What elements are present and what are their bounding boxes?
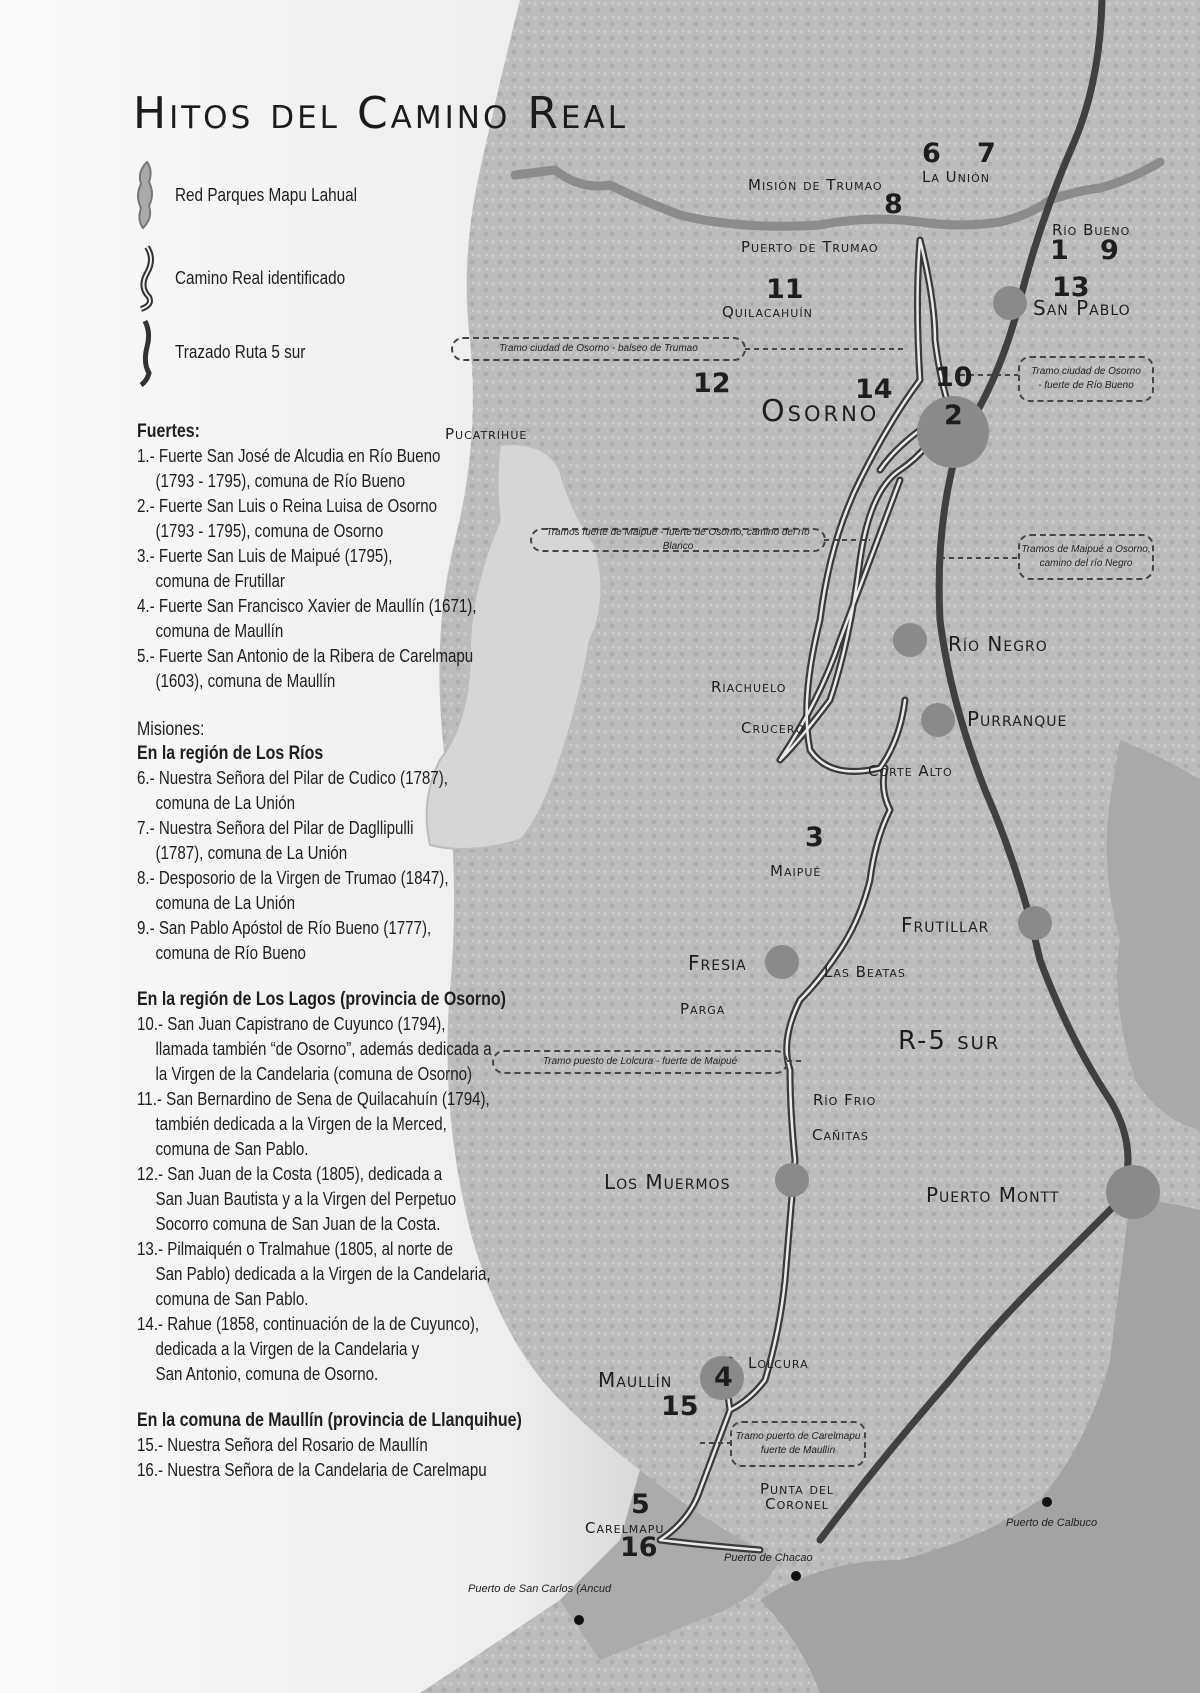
hito-number: 5 <box>631 1489 650 1520</box>
tramo-osorno-trumao: Tramo ciudad de Osorno - balseo de Trumao <box>451 337 746 361</box>
label-crucero: Crucero <box>741 719 806 737</box>
label-corte-alto: Corte Alto <box>868 762 953 780</box>
legend-label-ruta5: Trazado Ruta 5 sur <box>175 341 306 362</box>
mision-item: 11.- San Bernardino de Sena de Quilacahuín (1794), también dedicada a la Virgen de la Merced, comuna de San Pablo. <box>137 1089 490 1159</box>
map-title: Hitos del Camino Real <box>133 88 628 139</box>
label-san-pablo: San Pablo <box>1033 296 1131 320</box>
fuertes-heading: Fuertes: <box>137 421 200 442</box>
dot-purranque <box>921 703 955 737</box>
hito-number: 8 <box>884 189 903 220</box>
dot-rio-negro <box>893 623 927 657</box>
hito-number: 3 <box>805 822 824 853</box>
tramo-lolcura-maipue: Tramo puesto de Lolcura - fuerte de Maipué <box>492 1050 788 1074</box>
label-puerto-chacao: Puerto de Chacao <box>724 1552 813 1564</box>
hito-number: 15 <box>661 1391 699 1422</box>
dot-frutillar <box>1018 906 1052 940</box>
label-punta-coronel: Punta del Coronel <box>760 1480 835 1513</box>
fuerte-item: 1.- Fuerte San José de Alcudia en Río Bueno (1793 - 1795), comuna de Río Bueno <box>137 446 441 491</box>
label-parga: Parga <box>680 1000 726 1018</box>
label-rio-frio: Río Frio <box>813 1091 877 1109</box>
mision-item: 6.- Nuestra Señora del Pilar de Cudico (1787), comuna de La Unión <box>137 768 448 813</box>
hito-number: 10 <box>935 362 973 393</box>
region-los-lagos-heading: En la región de Los Lagos (provincia de Osorno) <box>137 989 506 1010</box>
label-los-muermos: Los Muermos <box>604 1170 731 1194</box>
label-maullin: Maullín <box>598 1368 673 1392</box>
dot-calbuco <box>1042 1497 1052 1507</box>
label-fresia: Fresia <box>688 951 747 975</box>
hito-number: 11 <box>766 274 804 305</box>
fuerte-item: 3.- Fuerte San Luis de Maipué (1795), comuna de Frutillar <box>137 546 393 591</box>
label-pucatrihue: Pucatrihue <box>445 425 528 443</box>
label-riachuelo: Riachuelo <box>711 678 787 696</box>
legend-item-camino <box>133 243 375 313</box>
dot-chacao <box>791 1571 801 1581</box>
misiones-list <box>137 718 574 1483</box>
mountain-ridge-icon <box>133 160 159 230</box>
mision-item: 12.- San Juan de la Costa (1805), dedicada a San Juan Bautista y a la Virgen del Perpetuo Socorro comuna de San Juan de la Costa. <box>137 1164 457 1234</box>
label-puerto-san-carlos: Puerto de San Carlos (Ancud <box>468 1583 612 1595</box>
label-puerto-trumao: Puerto de Trumao <box>741 238 879 256</box>
label-r5-sur: R-5 sur <box>898 1026 1001 1056</box>
label-mision-trumao: Misión de Trumao <box>748 176 883 194</box>
highway-line-icon <box>133 317 159 387</box>
label-frutillar: Frutillar <box>901 913 990 937</box>
mision-item: 10.- San Juan Capistrano de Cuyunco (1794), llamada también “de Osorno”, además dedicada a la Virgen de la Candelaria (comuna de Osorno) <box>137 1014 492 1084</box>
fuerte-item: 4.- Fuerte San Francisco Xavier de Maullín (1671), comuna de Maullín <box>137 596 477 641</box>
label-puerto-montt: Puerto Montt <box>926 1183 1060 1207</box>
label-rio-negro: Río Negro <box>948 632 1048 656</box>
legend-item-ruta5 <box>133 317 328 387</box>
label-maipue: Maipué <box>770 862 822 880</box>
label-carelmapu: Carelmapu <box>585 1519 665 1537</box>
tramo-carelmapu-maullin: Tramo puerto de Carelmapu fuerte de Maullín <box>730 1421 866 1467</box>
fuertes-list <box>137 420 574 694</box>
hito-number: 7 <box>977 138 996 169</box>
dot-los-muermos <box>775 1163 809 1197</box>
fuerte-item: 5.- Fuerte San Antonio de la Ribera de Carelmapu (1603), comuna de Maullín <box>137 646 474 691</box>
tramo-osorno-riobueno: Tramo ciudad de Osorno - fuerte de Río Bueno <box>1018 356 1154 402</box>
dot-puerto-montt <box>1106 1165 1160 1219</box>
mision-item: 9.- San Pablo Apóstol de Río Bueno (1777), comuna de Río Bueno <box>137 918 432 963</box>
dot-san-pablo <box>993 286 1027 320</box>
region-los-rios-heading: En la región de Los Ríos <box>137 743 324 764</box>
label-puerto-calbuco: Puerto de Calbuco <box>1006 1517 1098 1529</box>
hito-number: 6 <box>922 138 941 169</box>
tramo-maipue-osorno-negro: Tramos de Maipué a Osorno, camino del río Negro <box>1018 534 1154 580</box>
hito-number: 13 <box>1052 272 1090 303</box>
legend-item-parques <box>133 160 389 230</box>
label-lolcura: Lolcura <box>748 1354 809 1372</box>
mision-item: 14.- Rahue (1858, continuación de la de Cuyunco), dedicada a la Virgen de la Candelaria y San Antonio, comuna de Osorno. <box>137 1314 480 1384</box>
hito-number: 14 <box>855 374 893 405</box>
label-las-beatas: Las Beatas <box>824 963 906 981</box>
label-osorno: Osorno <box>761 394 880 429</box>
hito-number: 9 <box>1100 235 1119 266</box>
hito-number: 16 <box>620 1532 658 1563</box>
mision-item: 8.- Desposorio de la Virgen de Trumao (1847), comuna de La Unión <box>137 868 449 913</box>
tramo-maipue-osorno-blanco: Tramos fuerte de Maipué - fuerte de Osorno, camino del río Blanco <box>530 528 826 552</box>
dot-fresia <box>765 945 799 979</box>
road-track-icon <box>133 243 159 313</box>
label-canitas: Cañitas <box>812 1126 869 1144</box>
fuerte-item: 2.- Fuerte San Luis o Reina Luisa de Osorno (1793 - 1795), comuna de Osorno <box>137 496 438 541</box>
label-la-union: La Unión <box>922 168 990 186</box>
hito-number: 4 <box>714 1362 733 1393</box>
mision-item: 13.- Pilmaiquén o Tralmahue (1805, al norte de San Pablo) dedicada a la Virgen de la Candelaria, comuna de San Pablo. <box>137 1239 491 1309</box>
dot-san-carlos <box>574 1615 584 1625</box>
hito-number: 1 <box>1050 235 1069 266</box>
label-rio-bueno: Río Bueno <box>1052 221 1131 239</box>
label-quilacahuin: Quilacahuín <box>722 303 813 321</box>
misiones-heading: Misiones: <box>137 719 205 740</box>
hito-number: 2 <box>944 400 963 431</box>
mision-item: 16.- Nuestra Señora de la Candelaria de Carelmapu <box>137 1460 487 1480</box>
hito-number: 12 <box>693 368 731 399</box>
legend-label-camino: Camino Real identificado <box>175 267 346 288</box>
mision-item: 15.- Nuestra Señora del Rosario de Maullín <box>137 1435 428 1455</box>
legend-label-parques: Red Parques Mapu Lahual <box>175 184 358 205</box>
label-purranque: Purranque <box>967 707 1068 731</box>
mision-item: 7.- Nuestra Señora del Pilar de Dagllipulli (1787), comuna de La Unión <box>137 818 414 863</box>
comuna-maullin-heading: En la comuna de Maullín (provincia de Llanquihue) <box>137 1410 522 1431</box>
